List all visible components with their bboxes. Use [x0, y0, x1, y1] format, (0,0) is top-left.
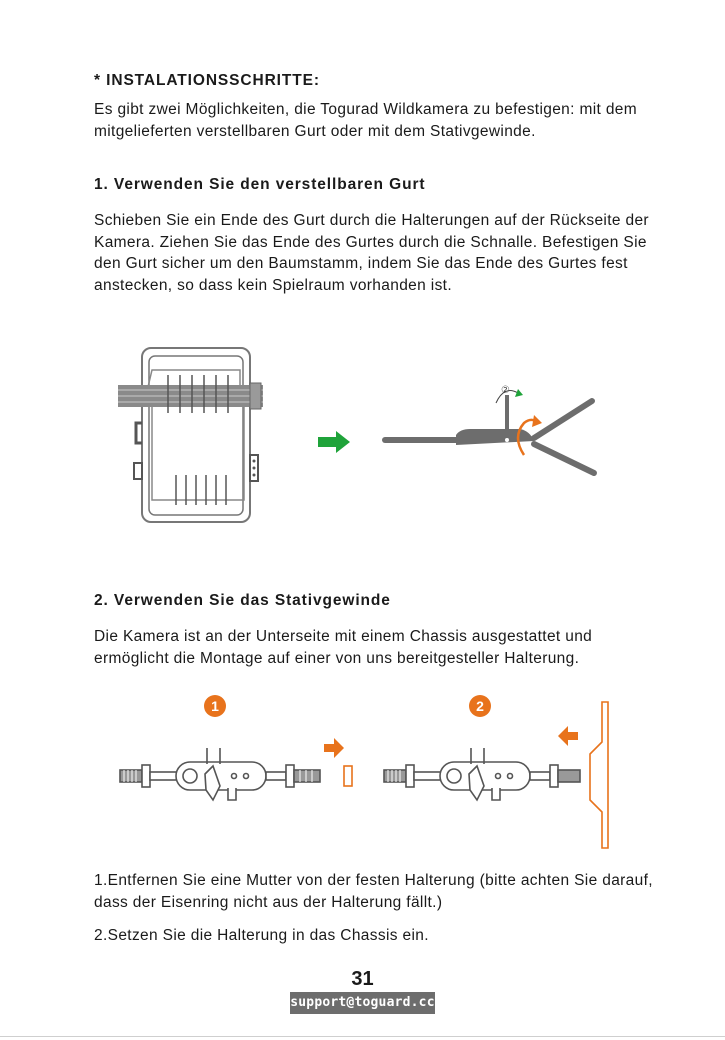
orange-left-arrow-icon [558, 726, 578, 746]
support-email: support@toguard.cc [290, 992, 435, 1014]
section2-title: 2. Verwenden Sie das Stativgewinde [94, 592, 391, 609]
section1-body: Schieben Sie ein Ende des Gurt durch die Halterungen auf der Rückseite der Kamera. Ziehen Sie das Ende des Gurtes durch die Schnalle. Befestigen Sie den Gurt sicher um den Baumstamm, indem Sie das Ende des Gurtes fest anstecken, so dass kein Spielraum vorhanden ist. [94, 212, 649, 294]
orange-right-arrow-icon [324, 738, 344, 758]
strap-end [382, 437, 462, 443]
bottom-rule [0, 1036, 725, 1037]
section1-title: 1. Verwenden Sie den verstellbaren Gurt [94, 176, 426, 193]
bracket-2 [384, 748, 580, 800]
step-1-number: 1 [211, 698, 219, 714]
instruction-1: 1.Entfernen Sie eine Mutter von der festen Halterung (bitte achten Sie darauf, dass der Eisenring nicht aus der Halterung fällt.) [94, 872, 653, 911]
page-number: 31 [351, 968, 374, 990]
install-heading: * INSTALATIONSSCHRITTE: [94, 72, 320, 89]
removed-nut [344, 766, 352, 786]
step-2-number: 2 [476, 698, 484, 714]
bracket-1 [120, 748, 320, 800]
intro-paragraph: Es gibt zwei Möglichkeiten, die Togurad Wildkamera zu befestigen: mit dem mitgelieferten verstellbaren Gurt oder mit dem Stativgewinde. [94, 101, 638, 140]
strap-figure [110, 345, 610, 530]
buckle-body [456, 429, 534, 445]
green-arrow-icon [318, 431, 350, 453]
instruction-2: 2.Setzen Sie die Halterung in das Chassis ein. [94, 927, 429, 944]
chassis-plate [590, 702, 608, 848]
section2-body: Die Kamera ist an der Unterseite mit einem Chassis ausgestattet und ermöglicht die Montage auf einer von uns bereitgesteller Halterung. [94, 628, 593, 667]
buckle-step-label: ② [501, 385, 510, 396]
mount-figure [110, 690, 630, 850]
